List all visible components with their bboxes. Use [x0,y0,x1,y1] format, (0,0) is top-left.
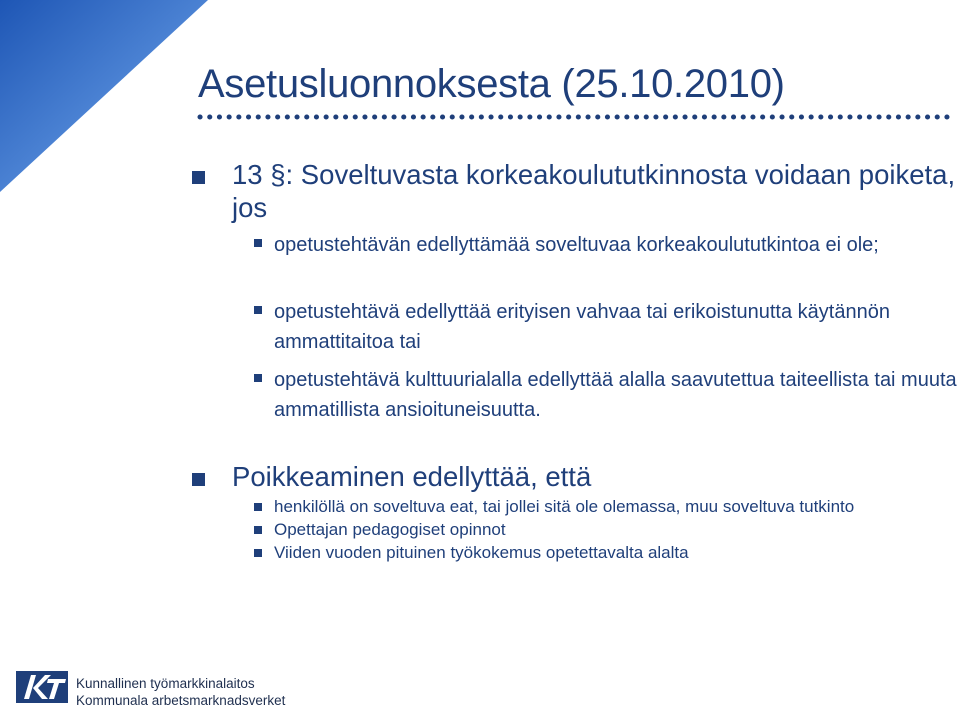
bullet-section1 [192,158,958,224]
square-bullet-icon [254,374,262,382]
section2-heading: Poikkeaminen edellyttää, että [232,461,592,492]
list-item [254,519,960,541]
square-bullet-icon [254,549,262,557]
square-bullet-icon [192,171,205,184]
list-item [254,365,960,425]
square-bullet-icon [254,526,262,534]
square-bullet-icon [254,306,262,314]
bullet-section2 [192,460,958,493]
square-bullet-icon [192,473,205,486]
section2-item-2: Opettajan pedagogiset opinnot [274,520,506,539]
square-bullet-icon [254,239,262,247]
square-bullet-icon [254,503,262,511]
kt-logo-icon [16,671,68,703]
organization-logo [16,668,316,712]
list-item [254,230,960,260]
list-item [254,496,960,518]
section2-item-1: henkilöllä on soveltuva eat, tai jollei sitä ole olemassa, muu soveltuva tutkinto [274,497,855,516]
list-item [254,297,960,357]
section1-heading: 13 §: Soveltuvasta korkeakoulututkinnosta voidaan poiketa, jos [232,159,956,223]
list-item [254,542,960,564]
decorative-corner-triangle [0,0,220,200]
slide-title: Asetusluonnoksesta (25.10.2010) [198,62,785,106]
section1-item-1: opetustehtävän edellyttämää soveltuvaa korkeakoulututkintoa ei ole; [274,234,879,256]
title-dotted-rule [196,112,958,122]
logo-text-finnish: Kunnallinen työmarkkinalaitos [76,676,255,691]
logo-text-swedish: Kommunala arbetsmarknadsverket [76,693,286,708]
section2-item-3: Viiden vuoden pituinen työkokemus opetettavalta alalta [274,543,689,562]
section1-item-3: opetustehtävä kulttuurialalla edellyttää alalla saavutettua taiteellista tai muuta ammatillista ansioituneisuutta. [274,369,957,421]
section1-item-2: opetustehtävä edellyttää erityisen vahvaa tai erikoistunutta käytännön ammattitaitoa tai [274,301,890,353]
